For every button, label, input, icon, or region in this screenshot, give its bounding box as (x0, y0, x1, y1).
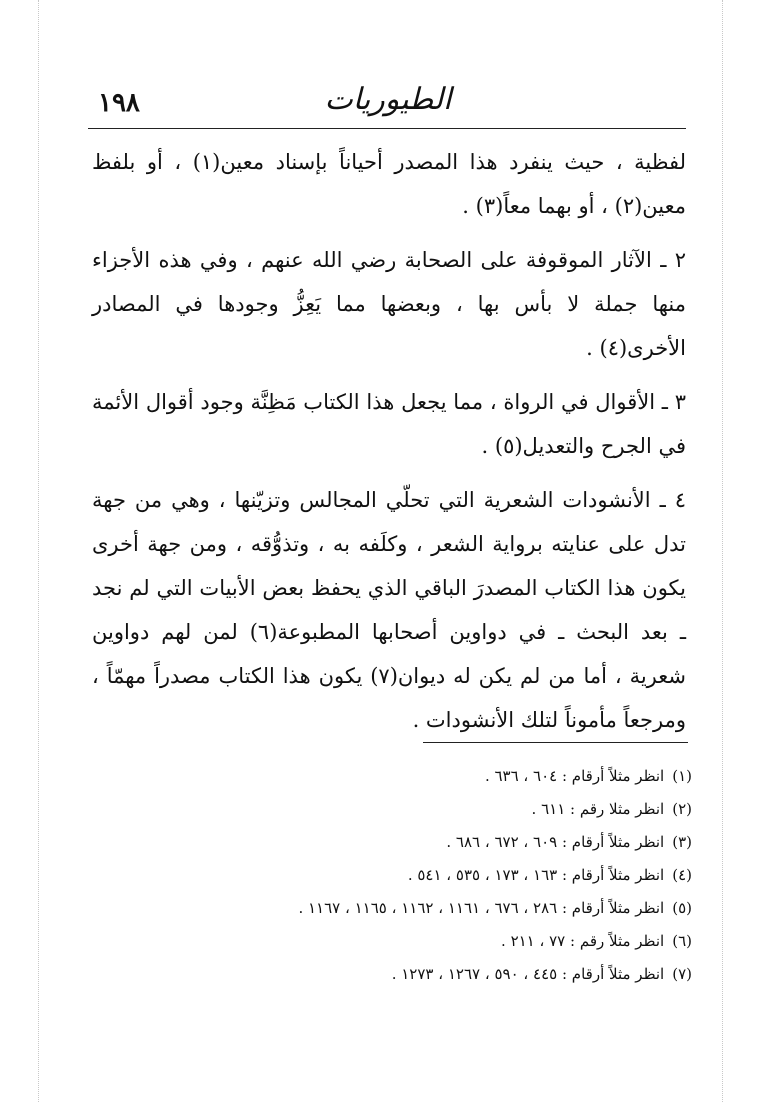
scan-guide-line (38, 0, 39, 1102)
footnote-number: (٧) (672, 965, 692, 983)
footnote-number: (٥) (672, 899, 692, 917)
scan-guide-line (722, 0, 723, 1102)
footnotes (180, 760, 692, 991)
footnote-text: انظر مثلاً أرقام : ٤٤٥ ، ٥٩٠ ، ١٢٦٧ ، ١٢٧٣ . (391, 965, 665, 983)
footnote-number: (٣) (672, 833, 692, 851)
footnote-text: انظر مثلاً أرقام : ١٦٣ ، ١٧٣ ، ٥٣٥ ، ٥٤١ . (407, 866, 665, 884)
paragraph: ٤ ـ الأنشودات الشعرية التي تحلّي المجالس وتزيّنها ، وهي من جهة تدل على عنايته برواية الشعر ، وكلَفه به ، وتذوُّقه ، ومن جهة أخرى يكون هذا الكتاب المصدرَ الباقي الذي يحفظ بعض الأبيات التي لم نجد ـ بعد البحث ـ في دواوين أصحابها المطبوعة(٦) لمن لهم دواوين شعرية ، أما من لم يكن له ديوان(٧) يكون هذا الكتاب مصدراً مهمّاً ، ومرجعاً مأموناً لتلك الأنشودات . (92, 488, 686, 732)
footnote (180, 826, 692, 859)
footnote (180, 859, 692, 892)
footnote (180, 793, 692, 826)
footnote (180, 892, 692, 925)
footnote-text: انظر مثلاً رقم : ٧٧ ، ٢١١ . (501, 932, 665, 950)
running-title: الطيوريات (324, 82, 452, 117)
body-text (92, 140, 686, 752)
footnote-divider (423, 742, 688, 743)
footnote-number: (٦) (672, 932, 692, 950)
paragraph: ٢ ـ الآثار الموقوفة على الصحابة رضي الله عنهم ، وفي هذه الأجزاء منها جملة لا بأس بها ، وبعضها مما يَعِزُّ وجودها في المصادر الأخرى(٤) . (92, 248, 686, 360)
header-divider (88, 128, 686, 129)
footnote-number: (١) (672, 767, 692, 785)
page-number: ١٩٨ (98, 88, 140, 118)
footnote (180, 958, 692, 991)
footnote (180, 760, 692, 793)
footnote-number: (٢) (672, 800, 692, 818)
footnote (180, 925, 692, 958)
paragraph: ٣ ـ الأقوال في الرواة ، مما يجعل هذا الكتاب مَظِنَّة وجود أقوال الأئمة في الجرح والتعديل(٥) . (92, 390, 686, 458)
footnote-text: انظر مثلا رقم : ٦١١ . (531, 800, 665, 818)
paragraph: لفظية ، حيث ينفرد هذا المصدر أحياناً بإسناد معين(١) ، أو بلفظ معين(٢) ، أو بهما معاً(٣) . (92, 150, 686, 218)
footnote-text: انظر مثلاً أرقام : ٦٠٤ ، ٦٣٦ . (484, 767, 665, 785)
footnote-number: (٤) (672, 866, 692, 884)
footnote-text: انظر مثلاً أرقام : ٢٨٦ ، ٦٧٦ ، ١١٦١ ، ١١٦٢ ، ١١٦٥ ، ١١٦٧ . (298, 899, 665, 917)
footnote-text: انظر مثلاً أرقام : ٦٠٩ ، ٦٧٢ ، ٦٨٦ . (446, 833, 665, 851)
page-header (88, 82, 686, 126)
